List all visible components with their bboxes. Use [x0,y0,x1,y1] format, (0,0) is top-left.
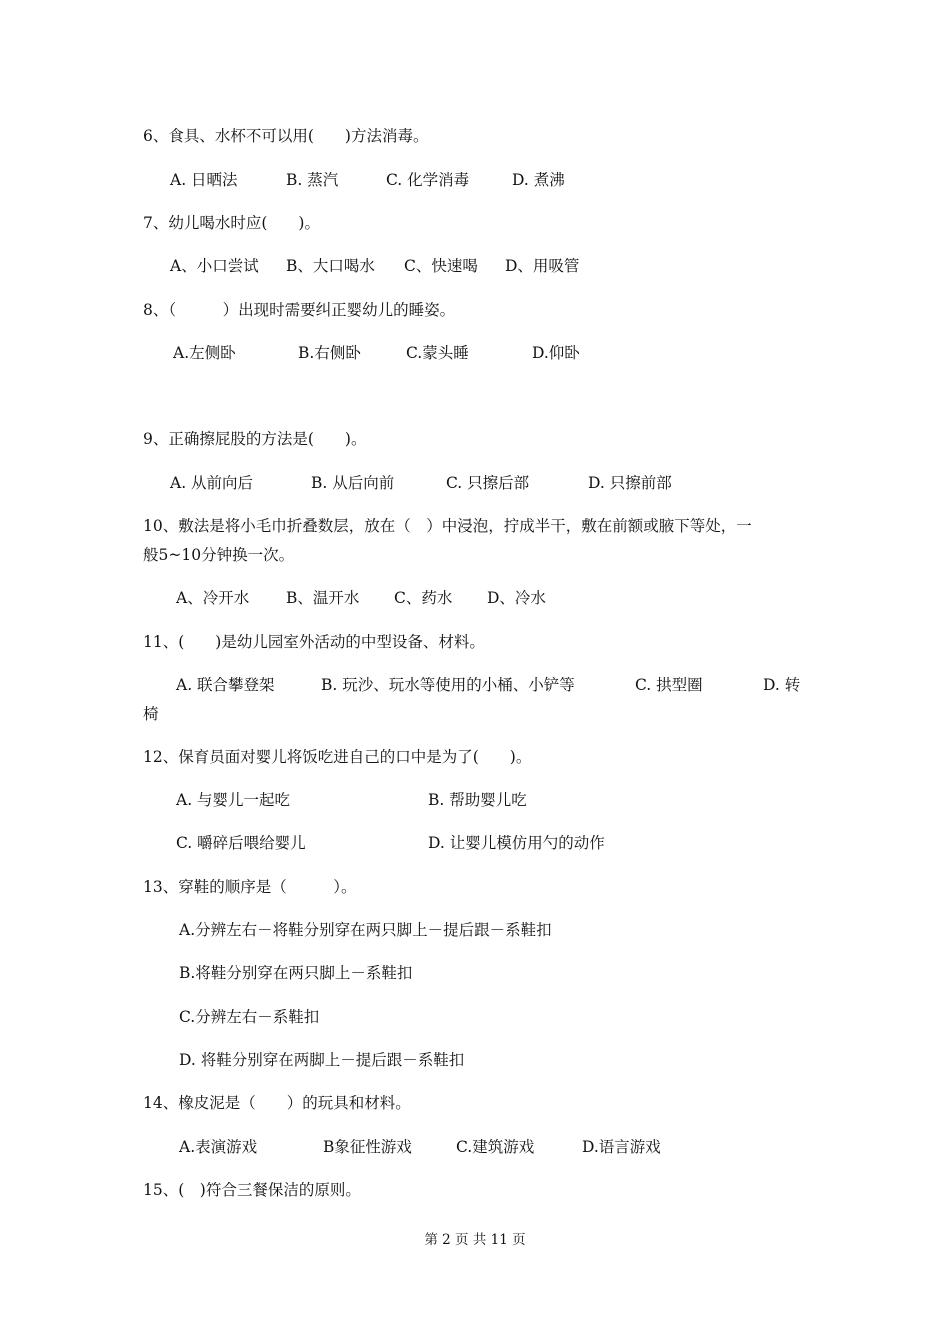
question-7-stem: 7、幼儿喝水时应( )。 [143,214,320,232]
question-10-option-b: B、温开水 [286,589,360,607]
question-13-stem: 13、穿鞋的顺序是（ ）。 [143,878,357,896]
question-11-option-a: A. 联合攀登架 [176,676,275,694]
question-7-option-d: D、用吸管 [505,257,580,275]
question-14-option-a: A.表演游戏 [179,1138,258,1156]
question-6-option-c: C. 化学消毒 [386,171,470,189]
question-11-option-d-wrap: 椅 [143,705,159,723]
question-6-option-a: A. 日晒法 [170,171,238,189]
question-9-option-d: D. 只擦前部 [588,474,672,492]
question-14-stem: 14、橡皮泥是（ ）的玩具和材料。 [143,1094,411,1112]
question-6-option-d: D. 煮沸 [512,171,565,189]
question-11-option-d: D. 转 [763,676,801,694]
question-13-option-c: C.分辨左右－系鞋扣 [179,1008,320,1026]
question-13-option-a: A.分辨左右－将鞋分别穿在两只脚上－提后跟－系鞋扣 [179,921,552,939]
question-12-option-c: C. 嚼碎后喂给婴儿 [176,834,306,852]
question-6-stem: 6、食具、水杯不可以用( )方法消毒。 [143,127,429,145]
question-10-option-a: A、冷开水 [176,589,250,607]
question-11-stem: 11、( )是幼儿园室外活动的中型设备、材料。 [143,633,485,651]
question-14-option-d: D.语言游戏 [582,1138,661,1156]
question-11-option-b: B. 玩沙、玩水等使用的小桶、小铲等 [321,676,575,694]
question-8-option-b: B.右侧卧 [298,344,361,362]
question-7-option-a: A、小口尝试 [170,257,259,275]
question-7-option-b: B、大口喝水 [286,257,375,275]
question-10-option-c: C、药水 [394,589,453,607]
question-8-option-d: D.仰卧 [532,344,580,362]
question-14-option-c: C.建筑游戏 [456,1138,535,1156]
question-10-stem-line-2: 般5~10分钟换一次。 [143,546,295,564]
question-14-option-b: B象征性游戏 [323,1138,412,1156]
question-6-option-b: B. 蒸汽 [286,171,339,189]
question-8-option-c: C.蒙头睡 [406,344,469,362]
question-12-option-b: B. 帮助婴儿吃 [428,791,527,809]
question-9-stem: 9、正确擦屁股的方法是( )。 [143,430,367,448]
question-9-option-a: A. 从前向后 [170,474,254,492]
question-13-option-b: B.将鞋分别穿在两只脚上－系鞋扣 [179,964,413,982]
question-15-stem: 15、( )符合三餐保洁的原则。 [143,1181,361,1199]
question-7-option-c: C、快速喝 [404,257,478,275]
question-10-option-d: D、冷水 [487,589,546,607]
page-number: 第 2 页 共 11 页 [424,1232,526,1248]
question-12-stem: 12、保育员面对婴儿将饭吃进自己的口中是为了( )。 [143,748,532,766]
question-13-option-d: D. 将鞋分别穿在两脚上－提后跟－系鞋扣 [179,1051,465,1069]
question-12-option-a: A. 与婴儿一起吃 [176,791,291,809]
question-8-stem: 8、（ ）出现时需要纠正婴幼儿的睡姿。 [143,301,456,319]
question-9-option-c: C. 只擦后部 [446,474,530,492]
question-8-option-a: A.左侧卧 [173,344,236,362]
question-11-option-c: C. 拱型圈 [635,676,703,694]
question-10-stem-line-1: 10、敷法是将小毛巾折叠数层，放在（ ）中浸泡，拧成半干，敷在前额或腋下等处，一 [143,517,752,535]
question-12-option-d: D. 让婴儿模仿用勺的动作 [428,834,605,852]
question-9-option-b: B. 从后向前 [311,474,395,492]
